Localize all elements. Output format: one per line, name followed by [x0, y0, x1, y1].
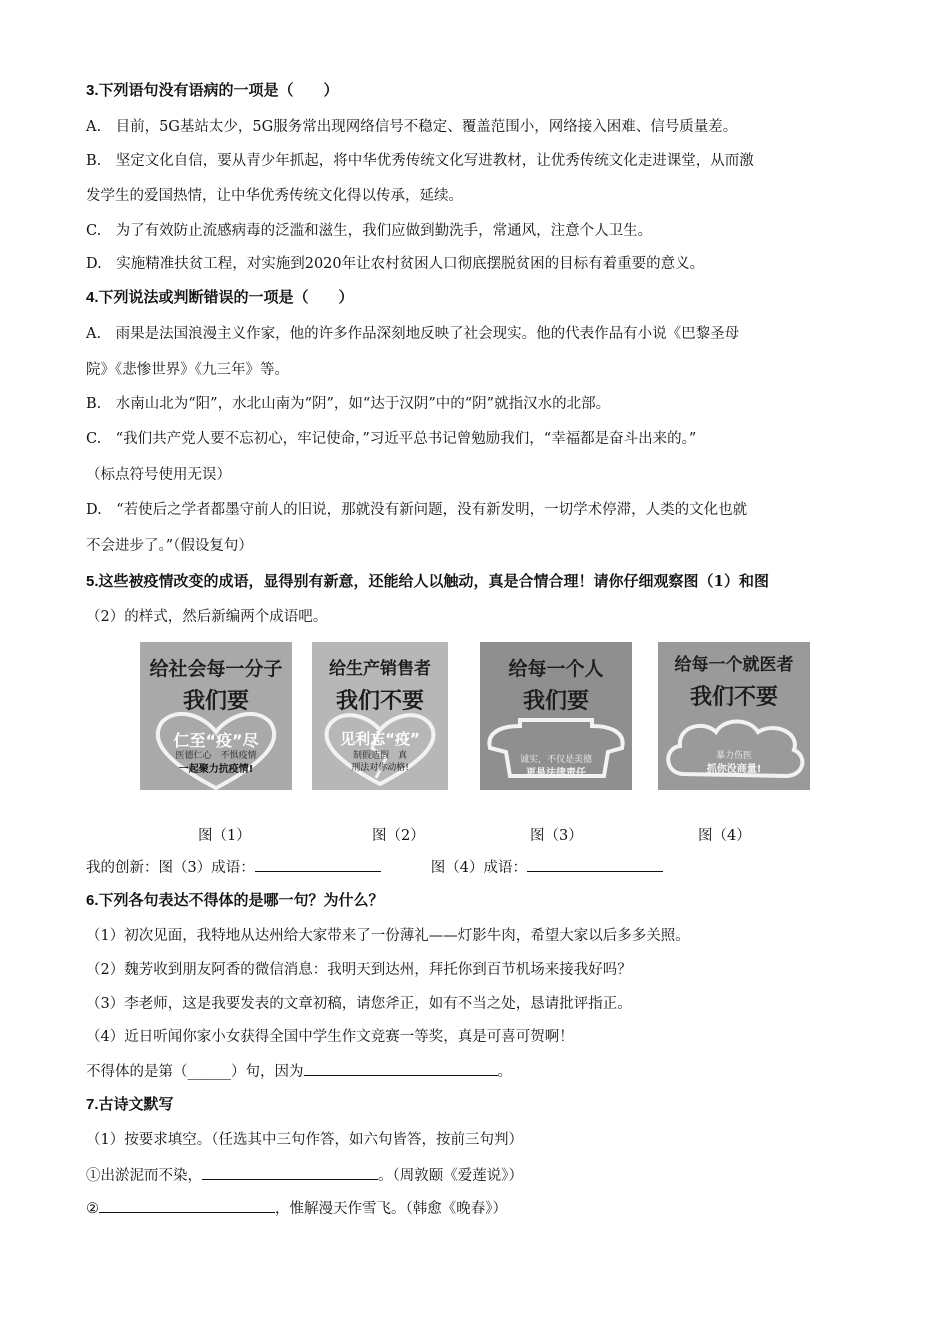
poster-4-slogan: 抓你没商量! — [706, 764, 762, 775]
q6-answer-line — [86, 1061, 512, 1082]
poster-2-title: 给生产销售者 — [329, 659, 431, 679]
q7-line-2 — [86, 1198, 507, 1219]
q5-stem-text: 这些被疫情改变的成语，显得别有新意，还能给人以触动，真是合情合理！请你仔细观察图（1）和图 — [98, 572, 769, 590]
poster-1-note: 医德仁心 不惧疫情 — [175, 751, 257, 761]
poster-1-title: 给社会每一分子 — [149, 658, 283, 680]
figure-caption-4: 图（4） — [698, 828, 751, 844]
q3-option-d: D. 实施精准扶贫工程，对实施到2020年让农村贫困人口彻底摆脱贫困的目标有着重要的意义。 — [86, 256, 705, 272]
q7-line-2-marker: ② — [86, 1201, 99, 1217]
q4-option-b: B. 水南山北为“阳”，水北山南为“阴”，如“达于汉阴”中的“阴”就指汉水的北部。 — [86, 396, 611, 412]
poster-2-subtitle: 我们不要 — [335, 689, 424, 714]
poster-figures — [140, 642, 810, 797]
poster-4-note: 暴力伤医 — [715, 751, 752, 761]
poster-3-slogan: 更是法律责任 — [526, 768, 586, 779]
q7-line-1 — [86, 1165, 523, 1186]
q3-option-b-line2: 发学生的爱国热情，让中华优秀传统文化得以传承，延续。 — [86, 188, 463, 204]
q6-number: 6. — [86, 892, 99, 909]
q7-subquestion-1: （1）按要求填空。（任选其中三句作答，如六句皆答，按前三句判） — [86, 1132, 523, 1148]
q6-sentence-3: （3）李老师，这是我要发表的文章初稿，请您斧正，如有不当之处，恳请批评指正。 — [86, 996, 632, 1012]
q6-reason-blank[interactable] — [304, 1061, 498, 1076]
q7-line-2-blank[interactable] — [99, 1198, 275, 1213]
figure-caption-3: 图（3） — [530, 828, 583, 844]
q3-option-b-line1: B. 坚定文化自信，要从青少年抓起，将中华优秀传统文化写进教材，让优秀传统文化走进课堂，从而激 — [86, 153, 754, 169]
poster-3-subtitle: 我们要 — [522, 689, 589, 714]
q4-option-c-line1: C. “我们共产党人要不忘初心，牢记使命，”习近平总书记曾勉励我们，“幸福都是奋斗出来的。” — [86, 431, 697, 447]
q6-stem — [86, 890, 384, 911]
poster-1-subtitle: 我们要 — [182, 689, 249, 714]
poster-figure-1 — [140, 642, 292, 790]
q4-option-a-line2: 院》《悲惨世界》《九三年》等。 — [86, 362, 289, 378]
q3-number: 3. — [86, 82, 99, 99]
q4-stem-text: 下列说法或判断错误的一项是（ ） — [98, 288, 354, 306]
q4-option-d-line1: D. “若使后之学者都墨守前人的旧说，那就没有新问题，没有新发明，一切学术停滞，人类的文化也就 — [86, 502, 748, 518]
poster-4-subtitle: 我们不要 — [689, 685, 778, 710]
q3-option-a: A. 目前，5G基站太少，5G服务常出现网络信号不稳定、覆盖范围小，网络接入困难、信号质量差。 — [86, 119, 738, 135]
poster-2-note: 制假造假 真 — [352, 751, 407, 761]
q7-stem — [86, 1094, 174, 1115]
q7-line-1-blank[interactable] — [202, 1165, 378, 1180]
q4-option-c-line2: （标点符号使用无误） — [86, 467, 231, 483]
q5-stem-line1 — [86, 571, 769, 592]
figure-caption-2: 图（2） — [372, 828, 425, 844]
q6-stem-text: 下列各句表达不得体的是哪一句？为什么？ — [98, 891, 384, 909]
q6-answer-end: 。 — [497, 1064, 512, 1080]
q6-sentence-4: （4）近日听闻你家小女获得全国中学生作文竞赛一等奖，真是可喜可贺啊！ — [86, 1029, 574, 1045]
poster-figure-3 — [480, 642, 632, 790]
q5-number: 5. — [86, 573, 99, 590]
q6-sentence-number-blank[interactable]: ______ — [187, 1064, 231, 1080]
q4-option-a-line1: A. 雨果是法国浪漫主义作家，他的许多作品深刻地反映了社会现实。他的代表作品有小说《巴黎圣母 — [86, 326, 740, 342]
q6-answer-prefix: 不得体的是第（ — [86, 1064, 188, 1080]
q3-option-c: C. 为了有效防止流感病毒的泛滥和滋生，我们应做到勤洗手，常通风，注意个人卫生。 — [86, 223, 653, 239]
idiom-4-blank[interactable] — [527, 857, 663, 872]
q6-sentence-1: （1）初次见面，我特地从达州给大家带来了一份薄礼——灯影牛肉，希望大家以后多多关照。 — [86, 928, 690, 944]
q7-stem-text: 古诗文默写 — [98, 1095, 174, 1113]
poster-3-note: 诚实，不仅是美德 — [519, 755, 592, 765]
poster-figure-4 — [658, 642, 810, 790]
q3-stem-text: 下列语句没有语病的一项是（ ） — [98, 81, 339, 99]
q4-number: 4. — [86, 289, 99, 306]
q4-option-d-line2: 不会进步了。”（假设复句） — [86, 538, 253, 554]
q7-line-1-text: ①出淤泥而不染， — [86, 1168, 202, 1184]
q5-answer-line — [86, 857, 663, 878]
q5-answer-label-4: 图（4）成语： — [430, 860, 527, 876]
q3-stem — [86, 80, 339, 101]
poster-2-idiom: 见利忘“疫” — [340, 730, 420, 748]
poster-2-slogan: 刑法对你动格! — [351, 763, 409, 773]
q5-answer-label-3: 我的创新：图（3）成语： — [86, 860, 255, 876]
poster-1-slogan: 一起聚力抗疫情! — [178, 764, 254, 775]
q4-stem — [86, 287, 354, 308]
figure-caption-1: 图（1） — [198, 828, 251, 844]
q6-answer-middle: ）句，因为 — [231, 1064, 304, 1080]
q7-number: 7. — [86, 1096, 99, 1113]
q5-stem-line2: （2）的样式，然后新编两个成语吧。 — [86, 609, 328, 625]
poster-3-title: 给每一个人 — [508, 658, 604, 680]
q7-line-1-source: 。（周敦颐《爱莲说》） — [378, 1168, 523, 1184]
poster-1-idiom: 仁至“疫”尽 — [173, 731, 259, 750]
q6-sentence-2: （2）魏芳收到朋友阿香的微信消息：我明天到达州，拜托你到百节机场来接我好吗？ — [86, 962, 632, 978]
q7-line-2-text: ，惟解漫天作雪飞。（韩愈《晚春》） — [275, 1201, 507, 1217]
poster-figure-2 — [312, 642, 448, 790]
poster-4-title: 给每一个就医者 — [674, 655, 794, 675]
idiom-3-blank[interactable] — [255, 857, 381, 872]
